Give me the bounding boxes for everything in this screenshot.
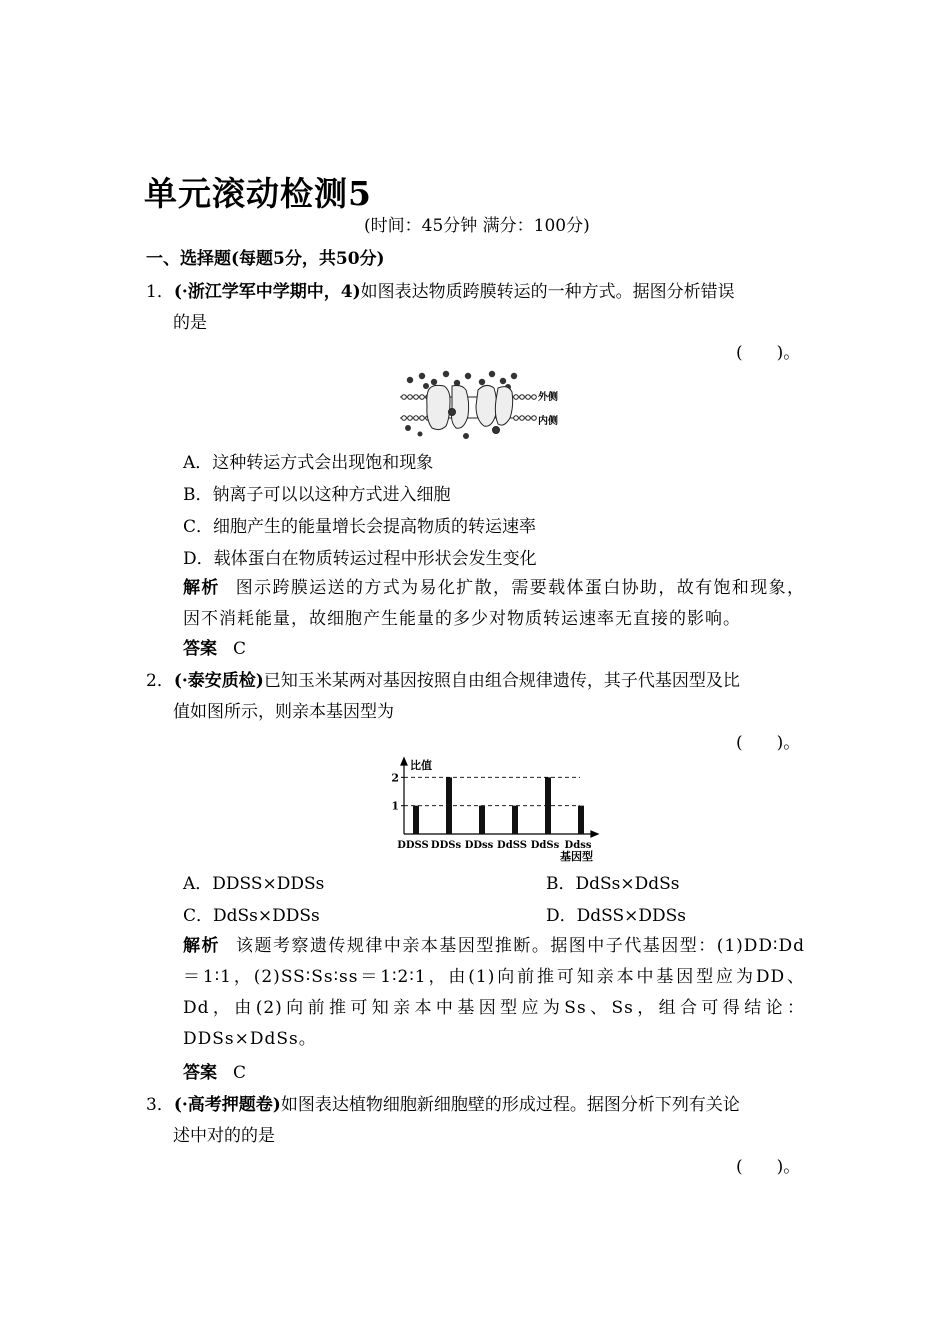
y-axis-label: 比值 bbox=[410, 759, 432, 772]
q1-analysis-label: 解析 bbox=[183, 578, 220, 598]
q2-answer bbox=[183, 1061, 246, 1085]
carrier-protein-right bbox=[476, 385, 513, 433]
q1-text-2: 的是 bbox=[173, 313, 207, 333]
q1-option-d: D．载体蛋白在物质转运过程中形状会发生变化 bbox=[183, 549, 537, 569]
q1-option-c: C．细胞产生的能量增长会提高物质的转运速率 bbox=[183, 517, 537, 537]
q2-analysis bbox=[183, 931, 805, 1055]
genotype-bar-chart bbox=[388, 756, 604, 866]
q3-answer-blank: ( )。 bbox=[736, 1157, 801, 1177]
q2-option-a: A．DDSS×DDSs bbox=[183, 874, 325, 894]
q2-number: 2． bbox=[146, 671, 174, 691]
page-subtitle: (时间：45分钟 满分：100分) bbox=[364, 216, 590, 236]
y-tick-label: 2 bbox=[391, 771, 399, 785]
carrier-protein-left bbox=[427, 385, 469, 429]
y-axis-arrow bbox=[401, 758, 407, 765]
x-tick-label: Ddss bbox=[564, 840, 592, 851]
q1-stem-line1 bbox=[146, 280, 735, 304]
q2-analysis-label: 解析 bbox=[183, 936, 220, 956]
q2-answer-value: C bbox=[233, 1063, 247, 1083]
q3-number: 3． bbox=[146, 1095, 174, 1115]
q2-stem-line1 bbox=[146, 669, 740, 693]
q2-source: (·泰安质检) bbox=[173, 671, 264, 691]
x-tick-label: DDSS bbox=[397, 840, 429, 851]
q2-answer-label: 答案 bbox=[183, 1063, 217, 1083]
bar-ddss bbox=[413, 806, 419, 834]
bar-ddss bbox=[446, 777, 452, 834]
bar-ddss bbox=[578, 806, 584, 834]
q1-source: (·浙江学军中学期中，4) bbox=[173, 282, 361, 302]
q1-text-1: 如图表达物质跨膜转运的一种方式。据图分析错误 bbox=[360, 282, 735, 302]
membrane-figure bbox=[396, 370, 564, 444]
x-tick-label: DdSs bbox=[530, 840, 560, 851]
q1-option-a: A．这种转运方式会出现饱和现象 bbox=[183, 453, 434, 473]
q2-option-c: C．DdSs×DDSs bbox=[183, 906, 320, 926]
inner-side-label: 内侧 bbox=[538, 416, 558, 427]
q1-number: 1． bbox=[146, 282, 174, 302]
q2-text-2: 值如图所示，则亲本基因型为 bbox=[173, 702, 394, 722]
section-heading: 一、选择题(每题5分，共50分) bbox=[146, 249, 385, 269]
q2-answer-blank: ( )。 bbox=[736, 733, 801, 753]
q1-answer-blank: ( )。 bbox=[736, 343, 801, 363]
bar-ddss bbox=[545, 777, 551, 834]
bar-ddss bbox=[479, 806, 485, 834]
x-axis-label: 基因型 bbox=[560, 850, 593, 863]
x-tick-label: DdSS bbox=[497, 840, 527, 851]
q3-source: (·高考押题卷) bbox=[173, 1095, 281, 1115]
q3-text-1: 如图表达植物细胞新细胞壁的形成过程。据图分析下列有关论 bbox=[280, 1095, 740, 1115]
x-tick-label: DDss bbox=[464, 840, 494, 851]
q1-answer bbox=[183, 637, 246, 661]
x-axis-arrow bbox=[591, 831, 598, 837]
page-title: 单元滚动检测5 bbox=[144, 174, 372, 213]
q1-answer-value: C bbox=[233, 639, 247, 659]
q3-text-2: 述中对的的是 bbox=[173, 1126, 275, 1146]
q1-analysis-text: 图示跨膜运送的方式为易化扩散，需要载体蛋白协助，故有饱和现象，因不消耗能量，故细胞产生能量的多少对物质转运速率无直接的影响。 bbox=[183, 578, 805, 629]
q3-stem-line1 bbox=[146, 1093, 740, 1117]
outer-side-label: 外侧 bbox=[538, 392, 558, 403]
q2-option-d: D．DdSS×DDSs bbox=[546, 906, 687, 926]
q2-option-b: B．DdSs×DdSs bbox=[546, 874, 680, 894]
q2-analysis-text: 该题考察遗传规律中亲本基因型推断。据图中子代基因型：(1)DD∶Dd＝1∶1，(2)SS∶Ss∶ss＝1∶2∶1，由(1)向前推可知亲本中基因型应为DD、Dd，由(2)向前推可知亲本中基因型应为Ss、Ss，组合可得结论：DDSs×DdSs。 bbox=[183, 936, 805, 1049]
y-tick-label: 1 bbox=[391, 799, 399, 813]
q1-analysis bbox=[183, 573, 805, 635]
q2-text-1: 已知玉米某两对基因按照自由组合规律遗传，其子代基因型及比 bbox=[263, 671, 740, 691]
bar-ddss bbox=[512, 806, 518, 834]
q1-option-b: B．钠离子可以以这种方式进入细胞 bbox=[183, 485, 451, 505]
q1-answer-label: 答案 bbox=[183, 639, 217, 659]
x-tick-label: DDSs bbox=[430, 840, 462, 851]
